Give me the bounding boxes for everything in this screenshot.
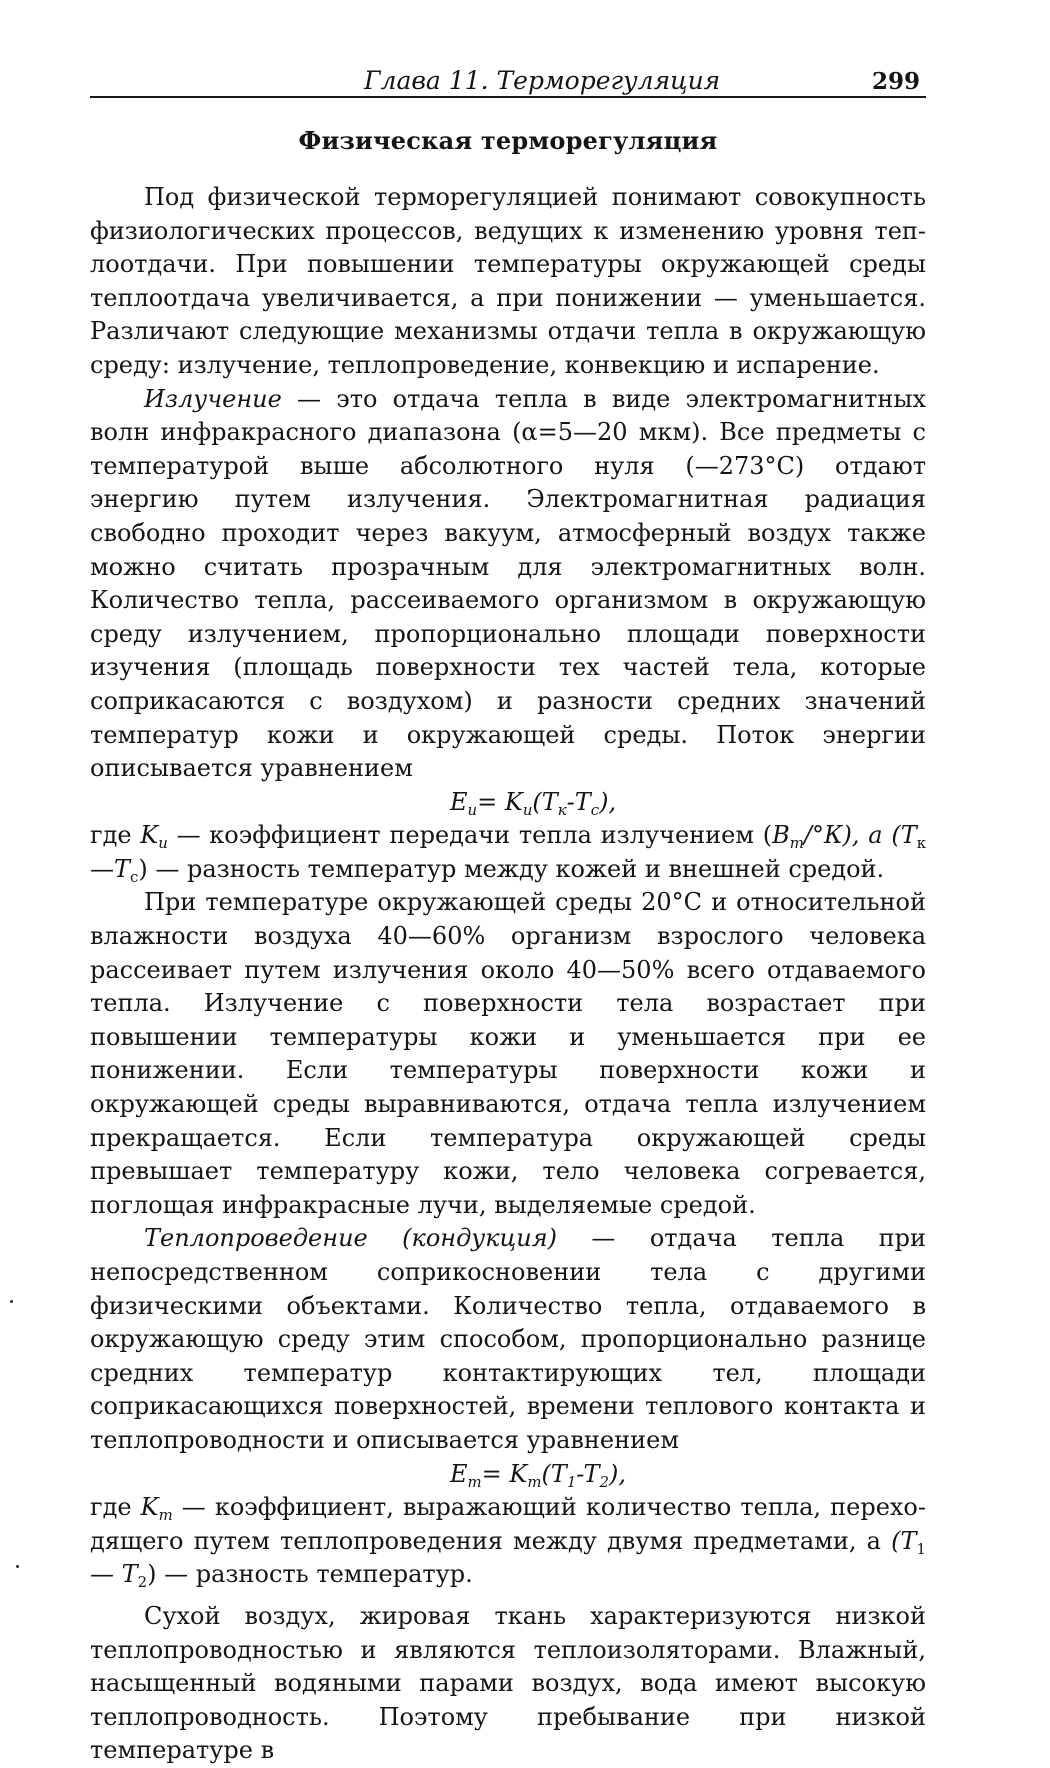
page-number: 299 xyxy=(871,68,920,95)
formula-conduction-legend: где $K_т$ — коэффициент, выражающий количество тепла, переходящего путем теплопроведения между двумя предметами, а ($T_1$ — $T_2$) — разность температур. xyxy=(90,1493,926,1592)
running-header xyxy=(90,60,926,98)
formula-radiation-legend: где $K_и$ — коэффициент передачи тепла излучением $(B_т/^\circ К)$, а $(T_к—T_с)$ — разность температур между кожей и внешней средой. xyxy=(90,821,926,887)
term-conduction: Теплопроведение (кондукция) xyxy=(144,1224,558,1253)
book-page xyxy=(90,60,926,1768)
paragraph-conduction xyxy=(90,1222,926,1457)
chapter-title: Глава 11. Терморегуляция xyxy=(364,66,721,95)
paragraph-insulation: Сухой воздух, жировая ткань характеризуются низкой теплопроводностью и являются теплоизоляторами. Влажный, насыщенный водяными парами воздух, вода имеют высокую теплопроводность. Поэтому пребывание при низкой температуре в xyxy=(90,1601,926,1765)
paragraph-intro: Под физической терморегуляцией понимают совокупность физиологических процессов, ведущих к изменению уровня теплоотдачи. При повышении температуры окружающей среды теплоотдача увеличивается, а при понижении — уменьшается. Различают следующие механизмы отдачи тепла в окружающую среду: излучение, теплопроведение, конвекцию и испарение. xyxy=(90,183,926,379)
section-title: Физическая терморегуляция xyxy=(298,126,718,155)
formula-radiation: $E_и= K_и(T_к-T_с)$, xyxy=(450,787,617,819)
paragraph-text: — отдача тепла при непосредственном соприкосновении тела с другими физическими объектами. Количество тепла, отдаваемого в окружающую среду этим способом, пропорционально разнице средних температур контактирующих тел, площади соприкасающихся поверхностей, времени теплового контакта и теплопроводности и описывается уравнением xyxy=(90,1224,927,1454)
paragraph-radiation xyxy=(90,383,926,786)
margin-speck xyxy=(16,1565,19,1568)
paragraph-radiation-details: При температуре окружающей среды 20°С и относительной влажности воздуха 40—60% организм взрослого человека рассеивает путем излучения около 40—50% всего отдаваемого тепла. Излучение с поверхности тела возрастает при повышении температуры кожи и уменьшается при ее понижении. Если температуры поверхности кожи и окружающей среды выравниваются, отдача тепла излучением прекращается. Если температура окружающей среды превышает температуру кожи, тело человека согревается, поглощая инфракрасные лучи, выделяемые средой. xyxy=(90,888,926,1219)
formula-conduction: $E_т= K_т(T_1-T_2)$, xyxy=(450,1459,627,1491)
margin-speck xyxy=(10,1300,13,1303)
term-radiation: Излучение xyxy=(144,384,282,413)
paragraph-text: — это отдача тепла в виде электромагнитных волн инфракрасного диапазона (α=5—20 мкм). Все предметы с температурой выше абсолютного нуля (—273°С) отдают энергию путем излучения. Электромагнитная радиация свободно проходит через вакуум, атмосферный воздух также можно считать прозрачным для электромагнитных волн. Количество тепла, рассеиваемого организмом в окружающую среду излучением, пропорционально площади поверхности изучения (площадь поверхности тех частей тела, которые соприкасаются с воздухом) и разности средних значений температур кожи и окружающей среды. Поток энергии описывается уравнением xyxy=(90,384,926,783)
